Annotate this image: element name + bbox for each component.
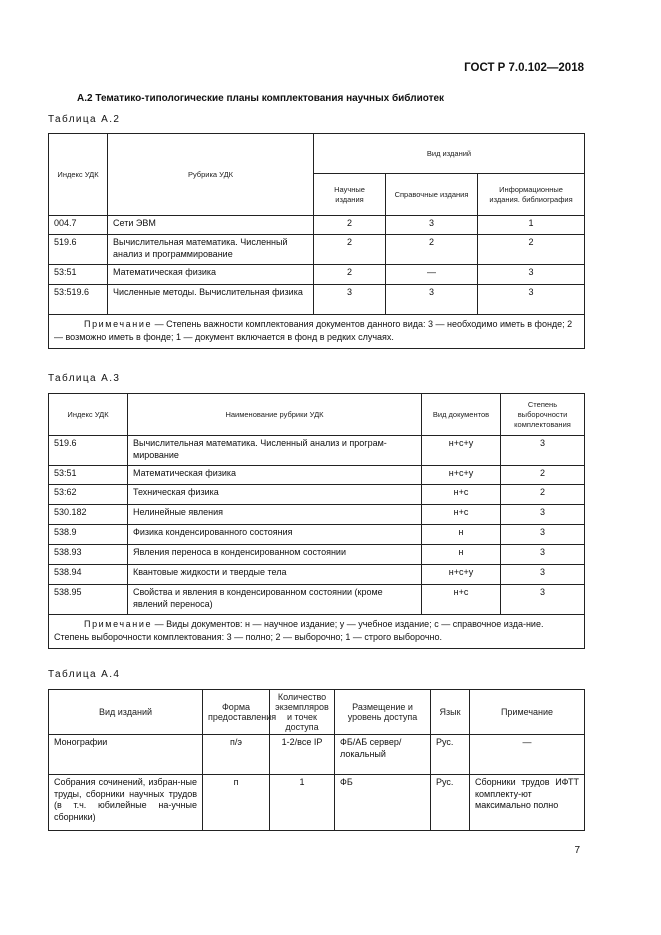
- col-header-degree: Степень выборочности комплектования: [501, 394, 585, 436]
- cell-index: 519.6: [49, 436, 128, 466]
- cell-value: 2: [314, 265, 386, 285]
- cell-doc-type: н: [422, 525, 501, 545]
- col-header-group: Вид изданий: [314, 134, 585, 174]
- page-number: 7: [574, 845, 580, 856]
- table-a4: [48, 689, 585, 831]
- cell-name: Явления переноса в конденсированном состоянии: [128, 545, 422, 565]
- cell-index: 538.94: [49, 565, 128, 585]
- note-label: Примечание: [84, 619, 153, 629]
- table-row: [49, 525, 585, 545]
- cell-doc-type: н+с+у: [422, 565, 501, 585]
- cell-rubric: Численные методы. Вычислительная физика: [108, 285, 314, 315]
- section-title: A.2 Тематико-типологические планы комплектования научных библиотек: [77, 93, 445, 104]
- note-text: — Степень важности комплектования документов данного вида: 3 — необходимо иметь в фонде; 2 — возможно иметь в фонде; 1 — документ включается в фонд в редких случаях.: [54, 319, 573, 342]
- table-note: [49, 315, 585, 349]
- table-row: [49, 545, 585, 565]
- table-a3: [48, 393, 585, 649]
- cell-form: п: [203, 775, 270, 831]
- cell-doc-type: н+с: [422, 505, 501, 525]
- cell-index: 519.6: [49, 235, 108, 265]
- cell-degree: 3: [501, 565, 585, 585]
- col-header-scientific: Научные издания: [314, 174, 386, 216]
- cell-index: 538.9: [49, 525, 128, 545]
- cell-degree: 3: [501, 585, 585, 615]
- cell-degree: 3: [501, 525, 585, 545]
- cell-value: 2: [314, 216, 386, 235]
- cell-value: 1: [478, 216, 585, 235]
- col-header-index: Индекс УДК: [49, 394, 128, 436]
- cell-note: Сборники трудов ИФТТ комплекту-ют максимально полно: [470, 775, 585, 831]
- table-row: [49, 466, 585, 485]
- cell-value: 2: [478, 235, 585, 265]
- cell-degree: 3: [501, 436, 585, 466]
- cell-doc-type: н+с+у: [422, 466, 501, 485]
- cell-placement: ФБ: [335, 775, 431, 831]
- cell-kind: Монографии: [49, 735, 203, 775]
- table-note: [49, 615, 585, 649]
- cell-note: —: [470, 735, 585, 775]
- table-row: [49, 565, 585, 585]
- col-header-quantity: Количество экземпляров и точек доступа: [270, 690, 335, 735]
- note-text: — Виды документов: н — научное издание; у — учебное издание; с — справочное изда-ние. Степень выборочности комплектования: 3 — полно; 2 — выборочно; 1 — строго выборочно.: [54, 619, 544, 642]
- cell-index: 538.95: [49, 585, 128, 615]
- table-row: [49, 436, 585, 466]
- note-label: Примечание: [84, 319, 153, 329]
- table-row: [49, 505, 585, 525]
- cell-doc-type: н: [422, 545, 501, 565]
- cell-kind: Собрания сочинений, избран-ные труды, сборники научных трудов (в т.ч. юбилейные на-учные сборники): [49, 775, 203, 831]
- cell-rubric: Математическая физика: [108, 265, 314, 285]
- cell-index: 53:519.6: [49, 285, 108, 315]
- document-header: ГОСТ Р 7.0.102—2018: [464, 62, 584, 74]
- cell-index: 53:51: [49, 265, 108, 285]
- cell-value: 3: [386, 216, 478, 235]
- cell-name: Нелинейные явления: [128, 505, 422, 525]
- col-header-note: Примечание: [470, 690, 585, 735]
- cell-index: 53:51: [49, 466, 128, 485]
- cell-value: 3: [314, 285, 386, 315]
- table-row: [49, 775, 585, 831]
- cell-rubric: Вычислительная математика. Численный анализ и программирование: [108, 235, 314, 265]
- table-row: [49, 485, 585, 505]
- col-header-kind: Вид изданий: [49, 690, 203, 735]
- cell-name: Техническая физика: [128, 485, 422, 505]
- cell-doc-type: н+с+у: [422, 436, 501, 466]
- cell-placement: ФБ/АБ сервер/ локальный: [335, 735, 431, 775]
- cell-rubric: Сети ЭВМ: [108, 216, 314, 235]
- cell-degree: 3: [501, 505, 585, 525]
- table-row: [49, 735, 585, 775]
- cell-value: 3: [478, 265, 585, 285]
- cell-name: Вычислительная математика. Численный анализ и програм-мирование: [128, 436, 422, 466]
- table-row: [49, 285, 585, 315]
- cell-degree: 3: [501, 545, 585, 565]
- cell-name: Свойства и явления в конденсированном состоянии (кроме явлений переноса): [128, 585, 422, 615]
- cell-value: 3: [478, 285, 585, 315]
- cell-value: 2: [314, 235, 386, 265]
- table-row: [49, 585, 585, 615]
- col-header-doc-type: Вид документов: [422, 394, 501, 436]
- cell-value: —: [386, 265, 478, 285]
- cell-language: Рус.: [431, 775, 470, 831]
- col-header-name: Наименование рубрики УДК: [128, 394, 422, 436]
- cell-name: Квантовые жидкости и твердые тела: [128, 565, 422, 585]
- cell-index: 538.93: [49, 545, 128, 565]
- table-a3-caption: Таблица А.3: [48, 373, 121, 384]
- table-row: [49, 216, 585, 235]
- cell-name: Физика конденсированного состояния: [128, 525, 422, 545]
- col-header-reference: Справочные издания: [386, 174, 478, 216]
- cell-degree: 2: [501, 466, 585, 485]
- table-row: [49, 265, 585, 285]
- cell-index: 530.182: [49, 505, 128, 525]
- cell-index: 004.7: [49, 216, 108, 235]
- col-header-placement: Размещение и уровень доступа: [335, 690, 431, 735]
- cell-degree: 2: [501, 485, 585, 505]
- cell-quantity: 1-2/все IP: [270, 735, 335, 775]
- cell-name: Математическая физика: [128, 466, 422, 485]
- table-note-row: [49, 615, 585, 649]
- col-header-information: Информационные издания. библиография: [478, 174, 585, 216]
- table-a2-caption: Таблица А.2: [48, 114, 121, 125]
- table-a4-caption: Таблица А.4: [48, 669, 121, 680]
- col-header-rubric: Рубрика УДК: [108, 134, 314, 216]
- cell-value: 3: [386, 285, 478, 315]
- cell-language: Рус.: [431, 735, 470, 775]
- table-note-row: [49, 315, 585, 349]
- cell-form: п/э: [203, 735, 270, 775]
- cell-value: 2: [386, 235, 478, 265]
- table-a2: [48, 133, 585, 349]
- table-row: [49, 235, 585, 265]
- cell-index: 53:62: [49, 485, 128, 505]
- cell-doc-type: н+с: [422, 585, 501, 615]
- cell-quantity: 1: [270, 775, 335, 831]
- cell-doc-type: н+с: [422, 485, 501, 505]
- col-header-form: Форма предоставления: [203, 690, 270, 735]
- col-header-index: Индекс УДК: [49, 134, 108, 216]
- col-header-language: Язык: [431, 690, 470, 735]
